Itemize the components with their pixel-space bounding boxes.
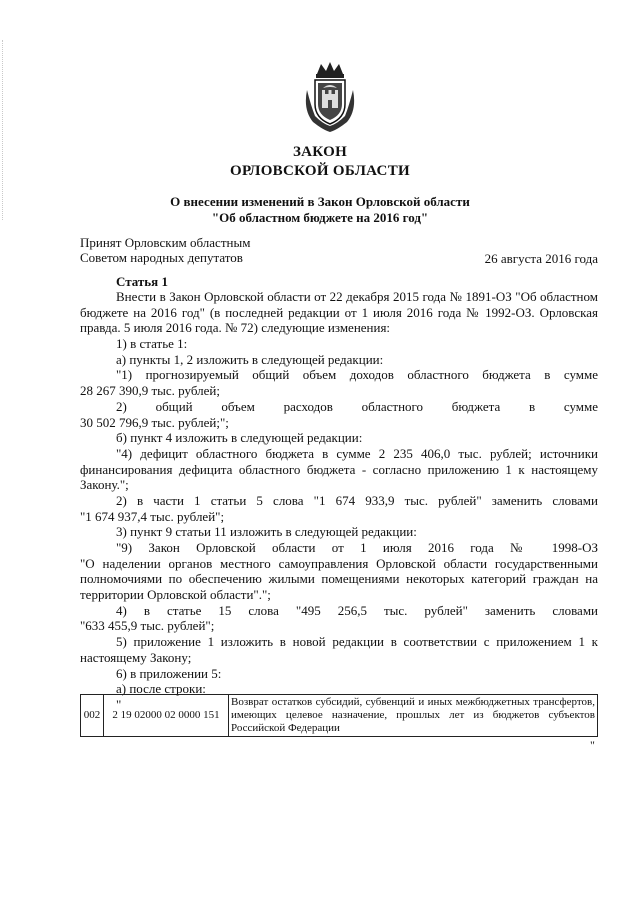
article-line: а) после строки:	[116, 681, 206, 697]
law-subject-line-2: "Об областном бюджете на 2016 год"	[211, 210, 429, 225]
adoption-date: 26 августа 2016 года	[484, 251, 598, 266]
budget-table-container	[80, 694, 598, 737]
article-line: 30 502 796,9 тыс. рублей;";	[80, 414, 229, 430]
article-line: территории Орловской области".";	[80, 587, 271, 603]
article-line: а) пункты 1, 2 изложить в следующей редакции:	[116, 351, 384, 367]
article-line: 2) общий объем расходов областного бюджета в сумме	[116, 398, 598, 414]
article-line: Внести в Закон Орловской области от 22 декабря 2015 года № 1891-ОЗ "Об областном	[116, 289, 598, 304]
law-region: ОРЛОВСКОЙ ОБЛАСТИ	[230, 163, 410, 179]
article-title: Статья 1	[116, 274, 168, 289]
article-body	[80, 289, 598, 713]
article-line: 28 267 390,9 тыс. рублей;	[80, 383, 220, 399]
article-line: "1) прогнозируемый общий объем доходов областного бюджета в сумме	[116, 367, 598, 383]
opening-quote: "	[116, 696, 122, 712]
table-cell-budget-code: 2 19 02000 02 0000 151	[104, 695, 229, 737]
article-line: полномочиями по обеспечению жилыми помещениями некоторых категорий граждан на	[80, 571, 598, 587]
table-row	[81, 695, 598, 737]
article-line: "О наделении органов местного самоуправления Орловской области государственными	[80, 555, 598, 571]
article-line: б) пункт 4 изложить в следующей редакции:	[116, 430, 363, 446]
article-line: "4) дефицит областного бюджета в сумме 2 235 406,0 тыс. рублей; источники	[116, 445, 598, 461]
article-line: 4) в статье 15 слова "495 256,5 тыс. рублей" заменить словами	[116, 602, 598, 618]
table-cell-admin-code: 002	[81, 695, 104, 737]
law-subject-line-1: О внесении изменений в Закон Орловской области	[170, 194, 470, 209]
article-line: "1 674 937,4 тыс. рублей";	[80, 508, 225, 524]
article-line: правда. 5 июля 2016 года. № 72) следующие изменения:	[80, 320, 391, 336]
adoption-line-2: Советом народных депутатов	[80, 250, 243, 265]
article-line: Закону.";	[80, 477, 129, 493]
article-line: 2) в части 1 статьи 5 слова "1 674 933,9 тыс. рублей" заменить словами	[116, 492, 598, 508]
article-line: 1) в статье 1:	[116, 336, 188, 352]
article-line: 3) пункт 9 статьи 11 изложить в следующей редакции:	[116, 524, 417, 540]
article-line: 5) приложение 1 изложить в новой редакции в соответствии с приложением 1 к	[116, 634, 598, 650]
table-cell-description: Возврат остатков субсидий, субвенций и иных межбюджетных трансфертов, имеющих целевое назначение, прошлых лет из бюджетов субъектов Российской Федерации	[229, 695, 598, 737]
article-line: финансирования дефицита областного бюджета - согласно приложению 1 к настоящему	[80, 461, 598, 477]
coat-of-arms-emblem	[301, 60, 359, 134]
closing-quote: "	[590, 738, 595, 752]
article-line: настоящему Закону;	[80, 649, 192, 665]
law-title: ЗАКОН	[292, 144, 348, 160]
article-line: "633 455,9 тыс. рублей";	[80, 618, 215, 634]
article-line: "9) Закон Орловской области от 1 июля 2016 года № 1998-ОЗ	[116, 540, 598, 555]
scan-margin-marks	[2, 40, 9, 220]
article-line: 6) в приложении 5:	[116, 665, 222, 681]
article-line: бюджете на 2016 год" (в последней редакции от 1 июля 2016 года № 1992-ОЗ. Орловская	[80, 304, 598, 320]
budget-table	[80, 694, 598, 737]
adoption-line-1: Принят Орловским областным	[80, 235, 251, 250]
